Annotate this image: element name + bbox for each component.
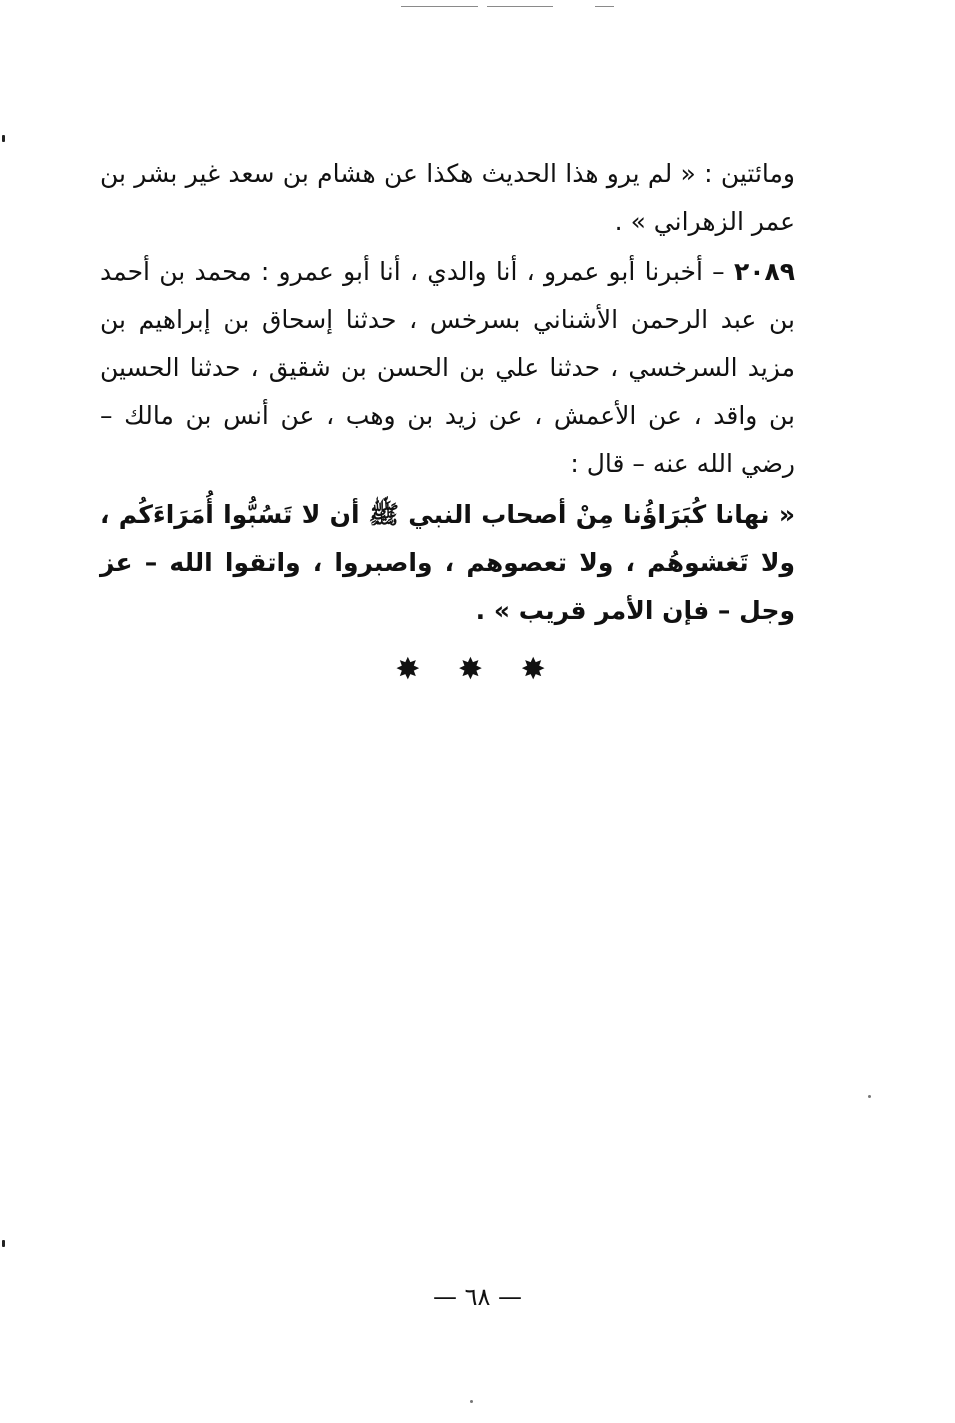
- matn-paragraph: [100, 491, 795, 635]
- scan-speck: [470, 1400, 473, 1403]
- hadith-paragraph: [100, 248, 795, 488]
- margin-mark-top: [2, 135, 5, 142]
- margin-mark-bottom: [2, 1240, 5, 1247]
- top-rule-right: [595, 6, 614, 7]
- isnad-chain: – أخبرنا أبو عمرو ، أنا والدي ، أنا أبو عمرو : محمد بن أحمد بن عبد الرحمن الأشناني بسرخس ، حدثنا إسحاق بن إبراهيم بن مزيد السرخسي ، حدثنا علي بن الحسن بن شقيق ، حدثنا الحسين بن واقد ، عن الأعمش ، عن زيد بن وهب ، عن أنس بن مالك – رضي الله عنه – قال :: [100, 257, 795, 478]
- hadith-number: ٢٠٨٩: [733, 257, 795, 286]
- matn-text: « نهانا كُبَرَاؤُنا مِنْ أصحاب النبي ﷺ أن لا تَسُبُّوا أُمَرَاءَكُم ، ولا تَغشوهُم ، ولا تعصوهم ، واصبروا ، واتقوا الله – عز وجل – فإن الأمر قريب » .: [100, 500, 795, 625]
- hadith-body: [100, 248, 795, 488]
- continuation-text: ومائتين : « لم يرو هذا الحديث هكذا عن هشام بن سعد غير بشر بن عمر الزهراني » .: [100, 159, 795, 236]
- section-separator-stars: ✸ ✸ ✸: [395, 652, 560, 687]
- top-rule-middle: [487, 6, 553, 7]
- continuation-paragraph: [100, 150, 795, 246]
- page-number: — ٦٨ —: [432, 1283, 523, 1311]
- scan-speck: [868, 1095, 871, 1098]
- top-rule-left: [401, 6, 478, 7]
